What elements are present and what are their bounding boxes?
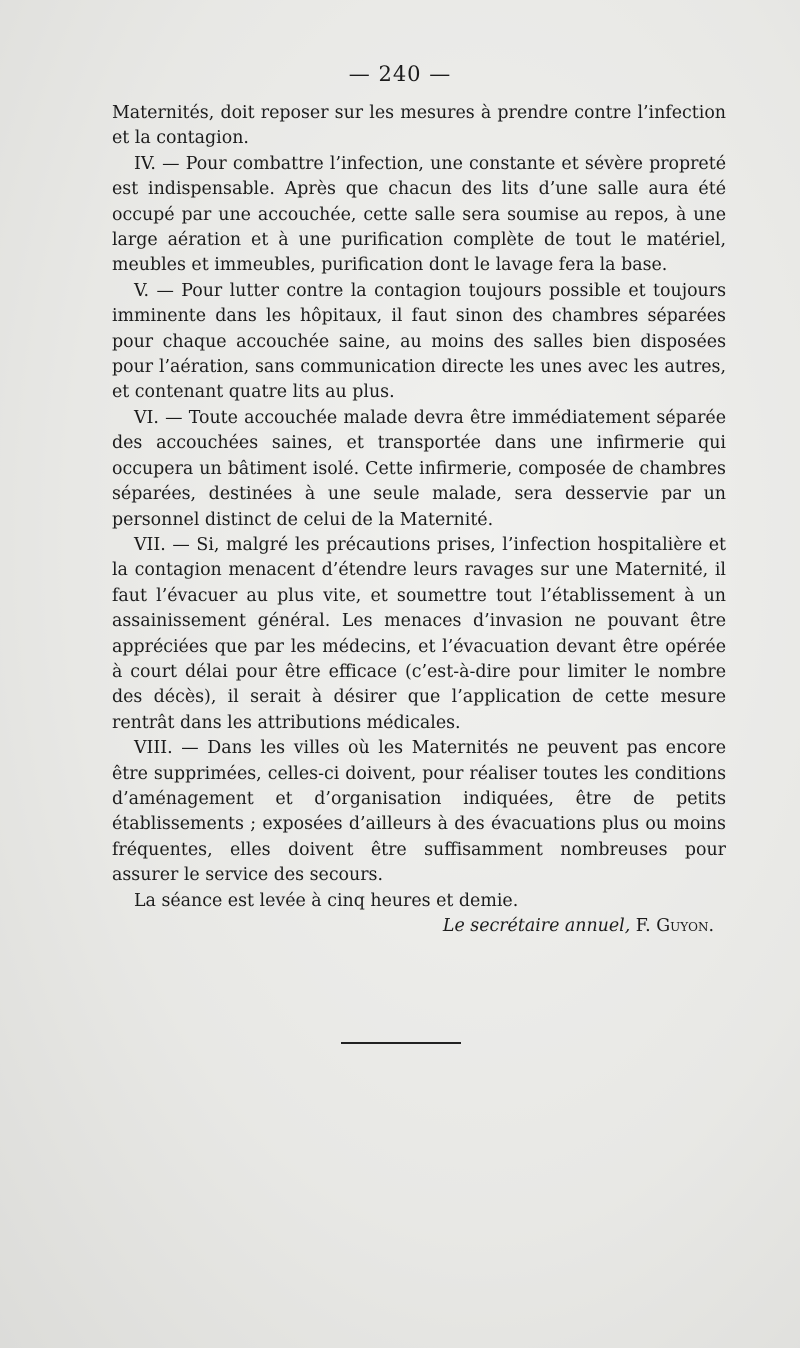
end-rule bbox=[341, 1042, 461, 1044]
paragraph-iv: IV. — Pour combattre l’infection, une constante et sévère propreté est indispensable. Après que chacun des lits d’une salle aura été occupé par une accouchée, cette salle sera soumise au repos, à une large aération et à une purification complète de tout le matériel, meubles et immeubles, purification dont le lavage fera la base. bbox=[112, 153, 726, 276]
paragraph-v: V. — Pour lutter contre la contagion toujours possible et toujours imminente dans les hôpitaux, il faut sinon des chambres séparées pour chaque accouchée saine, au moins des salles bien disposées pour l’aération, sans communication directe les unes avec les autres, et contenant quatre lits au plus. bbox=[112, 280, 726, 403]
body-text bbox=[112, 101, 726, 939]
paragraph-vii: VII. — Si, malgré les précautions prises, l’infection hospitalière et la contagion menacent d’étendre leurs ravages sur une Maternité, il faut l’évacuer au plus vite, et soumettre tout l’établissement à un assainissement général. Les menaces d’invasion ne pouvant être appréciées que par les médecins, et l’évacuation devant être opérée à court délai pour être efficace (c’est-à-dire pour limiter le nombre des décès), il serait à désirer que l’application de cette mesure rentrât dans les attributions médicales. bbox=[112, 534, 726, 733]
paragraph-viii: VIII. — Dans les villes où les Maternités ne peuvent pas encore être supprimées, celles-ci doivent, pour réaliser toutes les conditions d’aménagement et d’organisation indiquées, être de petits établissements ; exposées d’ailleurs à des évacuations plus ou moins fréquentes, elles doivent être suffisamment nombreuses pour assurer le service des secours. bbox=[112, 738, 726, 886]
paragraph-vi: VI. — Toute accouchée malade devra être immédiatement séparée des accouchées saines, et transportée dans une infirmerie qui occupera un bâtiment isolé. Cette infirmerie, composée de chambres séparées, destinées à une seule malade, sera desservie par un personnel distinct de celui de la Maternité. bbox=[112, 407, 726, 530]
signature bbox=[112, 914, 726, 939]
paragraph-continuation: Maternités, doit reposer sur les mesures à prendre contre l’infection et la contagion. bbox=[112, 103, 726, 149]
page-number: — 240 — bbox=[348, 62, 452, 86]
signature-name: F. Guyon. bbox=[635, 916, 714, 936]
signature-role: Le secrétaire annuel, bbox=[442, 916, 631, 936]
closing-line: La séance est levée à cinq heures et demie. bbox=[134, 890, 519, 911]
